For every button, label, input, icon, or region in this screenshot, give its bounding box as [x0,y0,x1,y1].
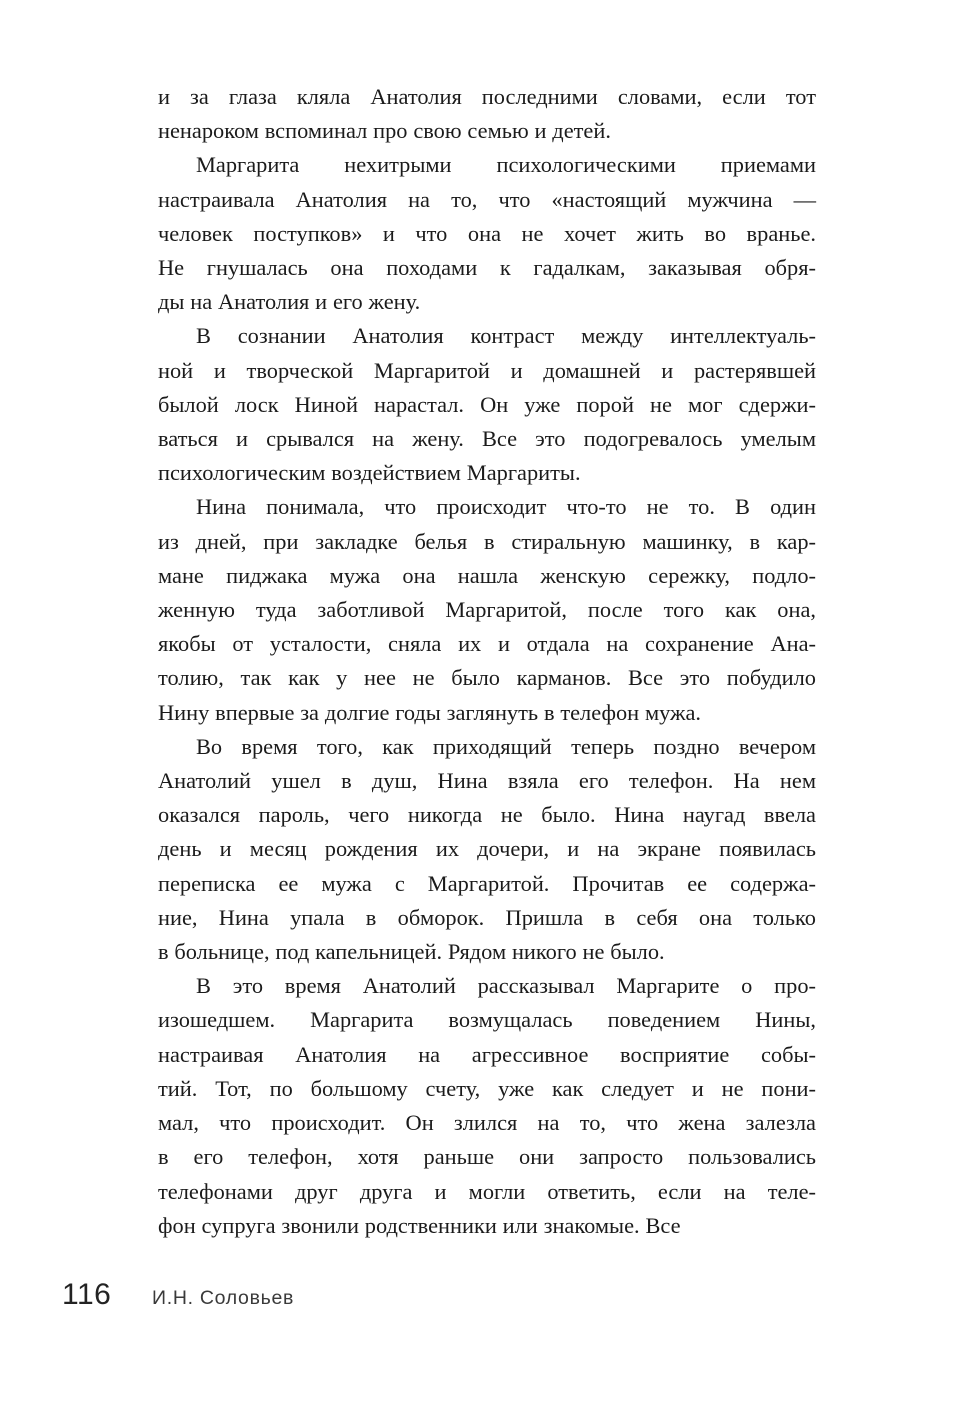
paragraph [158,319,816,490]
text-line: мане пиджака мужа она нашла женскую сережку, подло- [158,562,816,588]
text-line: якобы от усталости, сняла их и отдала на сохранение Ана- [158,631,816,657]
text-line: В это время Анатолий рассказывал Маргарите о про- [196,973,816,999]
paragraph [158,490,816,729]
running-head: И.Н. Соловьев [152,1287,295,1309]
text-line: ние, Нина упала в обморок. Пришла в себя она только [158,904,816,930]
text-line: мал, что происходит. Он злился на то, что жена залезла [158,1110,816,1136]
text-line: оказался пароль, чего никогда не было. Нина наугад ввела [158,802,816,828]
text-line: в его телефон, хотя раньше они запросто пользовались [158,1144,816,1170]
body-text-column [158,80,816,1243]
text-line: психологическим воздействием Маргариты. [158,460,581,486]
paragraph [158,148,816,319]
text-line: фон супруга звонили родственники или знакомые. Все [158,1212,681,1238]
text-line: Анатолий ушел в душ, Нина взяла его телефон. На нем [158,768,816,794]
text-line: человек поступков» и что она не хочет жить во вранье. [158,220,816,246]
text-line: тий. Тот, по большому счету, уже как следует и не пони- [158,1075,816,1101]
text-line: переписка ее мужа с Маргаритой. Прочитав ее содержа- [158,870,816,896]
paragraph [158,969,816,1243]
text-line: ваться и срывался на жену. Все это подогревалось умелым [158,426,816,452]
text-line: Не гнушалась она походами к гадалкам, заказывая обря- [158,255,816,281]
text-line: былой лоск Ниной нарастал. Он уже порой не мог сдержи- [158,391,816,417]
text-line: женную туда заботливой Маргаритой, после того как она, [158,597,816,623]
text-line: телефонами друг друга и могли ответить, если на теле- [158,1178,816,1204]
paragraph [158,80,816,148]
text-line: ненароком вспоминал про свою семью и детей. [158,118,611,144]
text-line: толию, так как у нее не было карманов. Все это побудило [158,665,816,691]
text-line: ной и творческой Маргаритой и домашней и растерявшей [158,357,816,383]
text-line: Нину впервые за долгие годы заглянуть в телефон мужа. [158,699,702,725]
page-footer [62,1278,908,1312]
text-line: Во время того, как приходящий теперь поздно вечером [196,733,816,759]
text-line: Маргарита нехитрыми психологическими приемами [196,152,816,178]
page-number: 116 [62,1278,112,1311]
text-line: в больнице, под капельницей. Рядом никого не было. [158,939,665,965]
text-line: из дней, при закладке белья в стиральную машинку, в кар- [158,528,816,554]
text-line: Нина понимала, что происходит что-то не то. В один [196,494,816,520]
text-line: и за глаза кляла Анатолия последними словами, если тот [158,84,816,109]
text-line: изошедшем. Маргарита возмущалась поведением Нины, [158,1007,816,1033]
text-line: ды на Анатолия и его жену. [158,289,421,315]
text-line: настраивала Анатолия на то, что «настоящий мужчина — [158,186,816,212]
text-line: день и месяц рождения их дочери, и на экране появилась [158,836,816,862]
text-line: настраивая Анатолия на агрессивное восприятие собы- [158,1041,816,1067]
paragraph [158,730,816,969]
text-line: В сознании Анатолия контраст между интеллектуаль- [196,323,816,349]
